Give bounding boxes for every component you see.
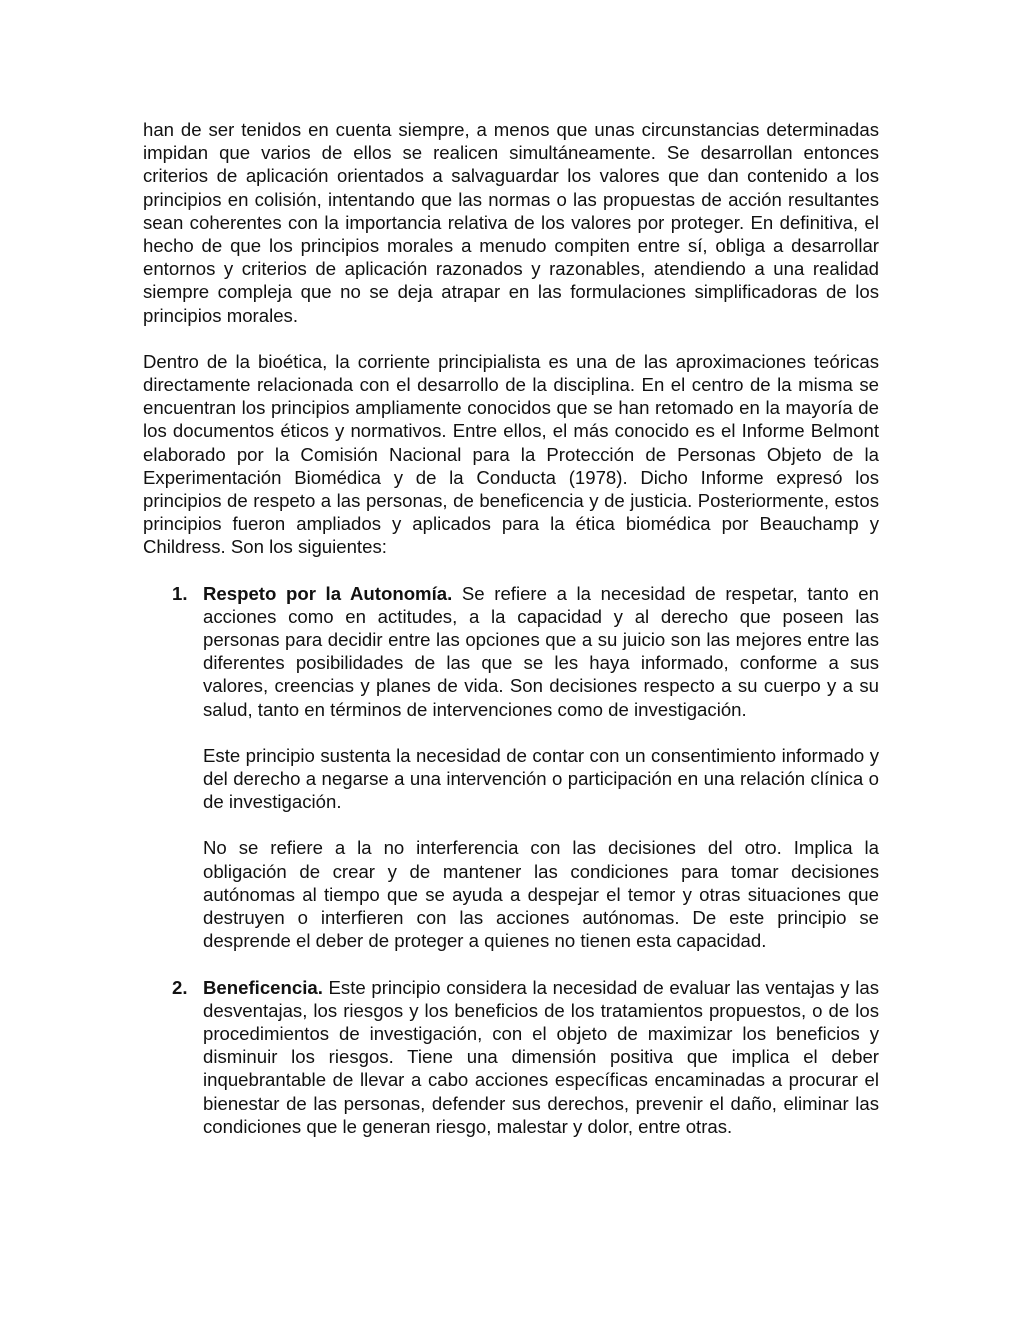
body-paragraph: Dentro de la bioética, la corriente principialista es una de las aproximaciones teóricas directamente relacionada con el desarrollo de la disciplina. En el centro de la misma se encuentran los principios ampliamente conocidos que se han retomado en la mayoría de los documentos éticos y normativos. Entre ellos, el más conocido es el Informe Belmont elaborado por la Comisión Nacional para la Protección de Personas Objeto de la Experimentación Biomédica y de la Conducta (1978). Dicho Informe expresó los principios de respeto a las personas, de beneficencia y de justicia. Posteriormente, estos principios fueron ampliados y aplicados para la ética biomédica por Beauchamp y Childress. Son los siguientes: [143,350,879,558]
list-item-paragraph: No se refiere a la no interferencia con las decisiones del otro. Implica la obligación de crear y de mantener las condiciones para tomar decisiones autónomas al tiempo que se ayuda a despejar el temor y otras situaciones que destruyen o interfieren con las acciones autónomas. De este principio se desprende el deber de proteger a quienes no tienen esta capacidad. [203,837,879,952]
document-page [143,118,879,1161]
list-item-text: Este principio considera la necesidad de evaluar las ventajas y las desventajas, los riesgos y los beneficios de los tratamientos propuestos, o de los procedimientos de investigación, con el objeto de maximizar los beneficios y disminuir los riesgos. Tiene una dimensión positiva que implica el deber inquebrantable de llevar a cabo acciones específicas encaminadas a procurar el bienestar de las personas, defender sus derechos, prevenir el daño, eliminar las condiciones que le generan riesgo, malestar y dolor, entre otras. [203,976,879,1137]
list-item [143,582,879,953]
list-item-text: Se refiere a la necesidad de respetar, tanto en acciones como en actitudes, a la capacidad y al derecho que poseen las personas para decidir entre las opciones que a su juicio son las mejores entre las diferentes posibilidades de las que se les haya informado, conforme a sus valores, creencias y planes de vida. Son decisiones respecto a su cuerpo y a su salud, tanto en términos de intervenciones como de investigación. [203,582,879,720]
list-item-number: 1. [172,582,188,604]
body-paragraph: han de ser tenidos en cuenta siempre, a menos que unas circunstancias determinadas impidan que varios de ellos se realicen simultáneamente. Se desarrollan entonces criterios de aplicación orientados a salvaguardar los valores que dan contenido a los principios en colisión, intentando que las normas o las propuestas de acción resultantes sean coherentes con la importancia relativa de los valores por proteger. En definitiva, el hecho de que los principios morales a menudo compiten entre sí, obliga a desarrollar entornos y criterios de aplicación razonados y razonables, atendiendo a una realidad siempre compleja que no se deja atrapar en las formulaciones simplificadoras de los principios morales. [143,119,879,326]
list-item-paragraph: Este principio sustenta la necesidad de contar con un consentimiento informado y del derecho a negarse a una intervención o participación en una relación clínica o de investigación. [203,744,879,813]
principles-list [143,582,879,1138]
list-item-paragraph [203,976,879,1138]
list-item-number: 2. [172,976,188,998]
list-item-title: Beneficencia. [203,976,323,998]
list-item [143,976,879,1138]
list-item-title: Respeto por la Autonomía. [203,582,453,604]
list-item-paragraph [203,582,879,721]
